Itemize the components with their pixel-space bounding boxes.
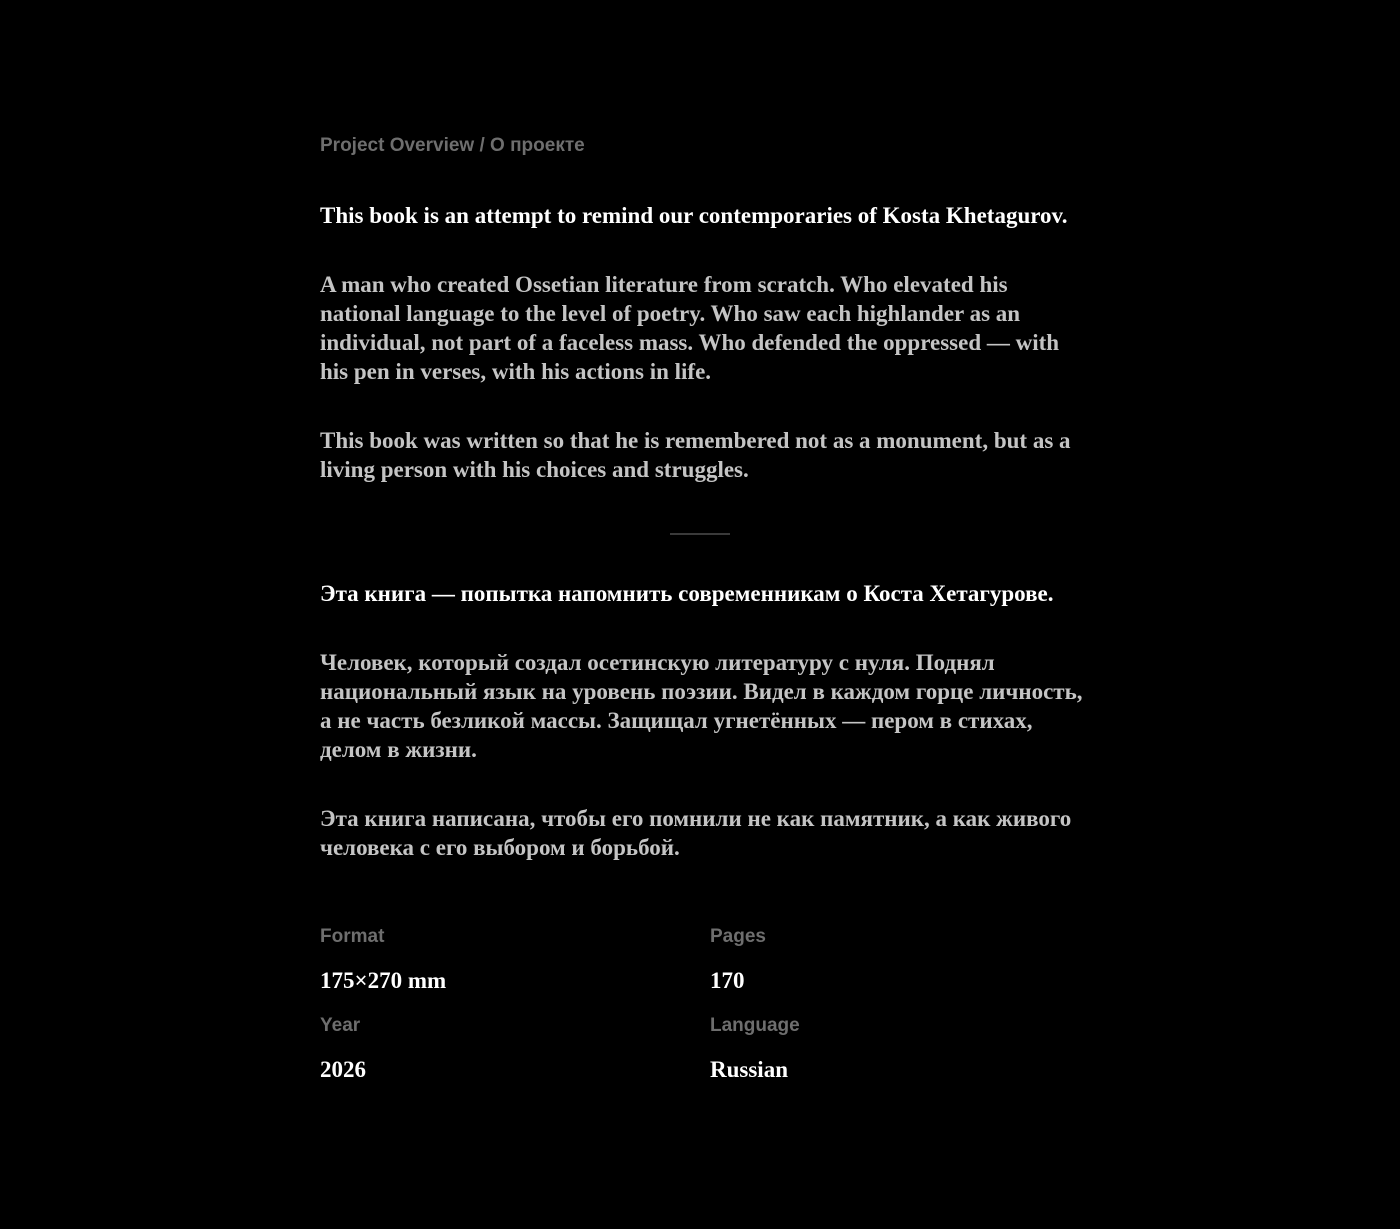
english-paragraph-2: This book was written so that he is remembered not as a monument, but as a living person with his choices and struggles. xyxy=(320,428,1071,482)
detail-pages-value: 170 xyxy=(710,968,745,993)
detail-year-value: 2026 xyxy=(320,1057,366,1082)
section-label: Project Overview / О проекте xyxy=(320,135,585,156)
detail-year xyxy=(320,1013,710,1102)
detail-language-value: Russian xyxy=(710,1057,788,1082)
detail-year-label: Year xyxy=(320,1015,361,1036)
russian-paragraph-1: Человек, который создал осетинскую литературу с нуля. Поднял национальный язык на уровень поэзии. Видел в каждом горце личность, а не часть безликой массы. Защищал угнетённых — пером в стихах, делом в жизни. xyxy=(320,650,1083,762)
detail-format-label: Format xyxy=(320,926,385,947)
russian-lead: Эта книга — попытка напомнить современникам о Коста Хетагурове. xyxy=(320,581,1054,606)
russian-paragraph-2: Эта книга написана, чтобы его помнили не как памятник, а как живого человека с его выбором и борьбой. xyxy=(320,806,1072,860)
detail-pages xyxy=(710,924,1090,1013)
project-overview xyxy=(320,133,1090,1102)
section-divider xyxy=(670,533,730,535)
detail-format-value: 175×270 mm xyxy=(320,968,447,993)
english-paragraph-1: A man who created Ossetian literature from scratch. Who elevated his national language to the level of poetry. Who saw each highlander as an individual, not part of a faceless mass. Who defended the oppressed — with his pen in verses, with his actions in life. xyxy=(320,272,1060,384)
detail-language-label: Language xyxy=(710,1015,800,1036)
detail-format xyxy=(320,924,710,1013)
book-details xyxy=(320,924,1090,1102)
detail-pages-label: Pages xyxy=(710,926,766,947)
english-description xyxy=(320,201,1090,484)
detail-language xyxy=(710,1013,1090,1102)
russian-description xyxy=(320,579,1090,862)
english-lead: This book is an attempt to remind our contemporaries of Kosta Khetagurov. xyxy=(320,203,1068,228)
